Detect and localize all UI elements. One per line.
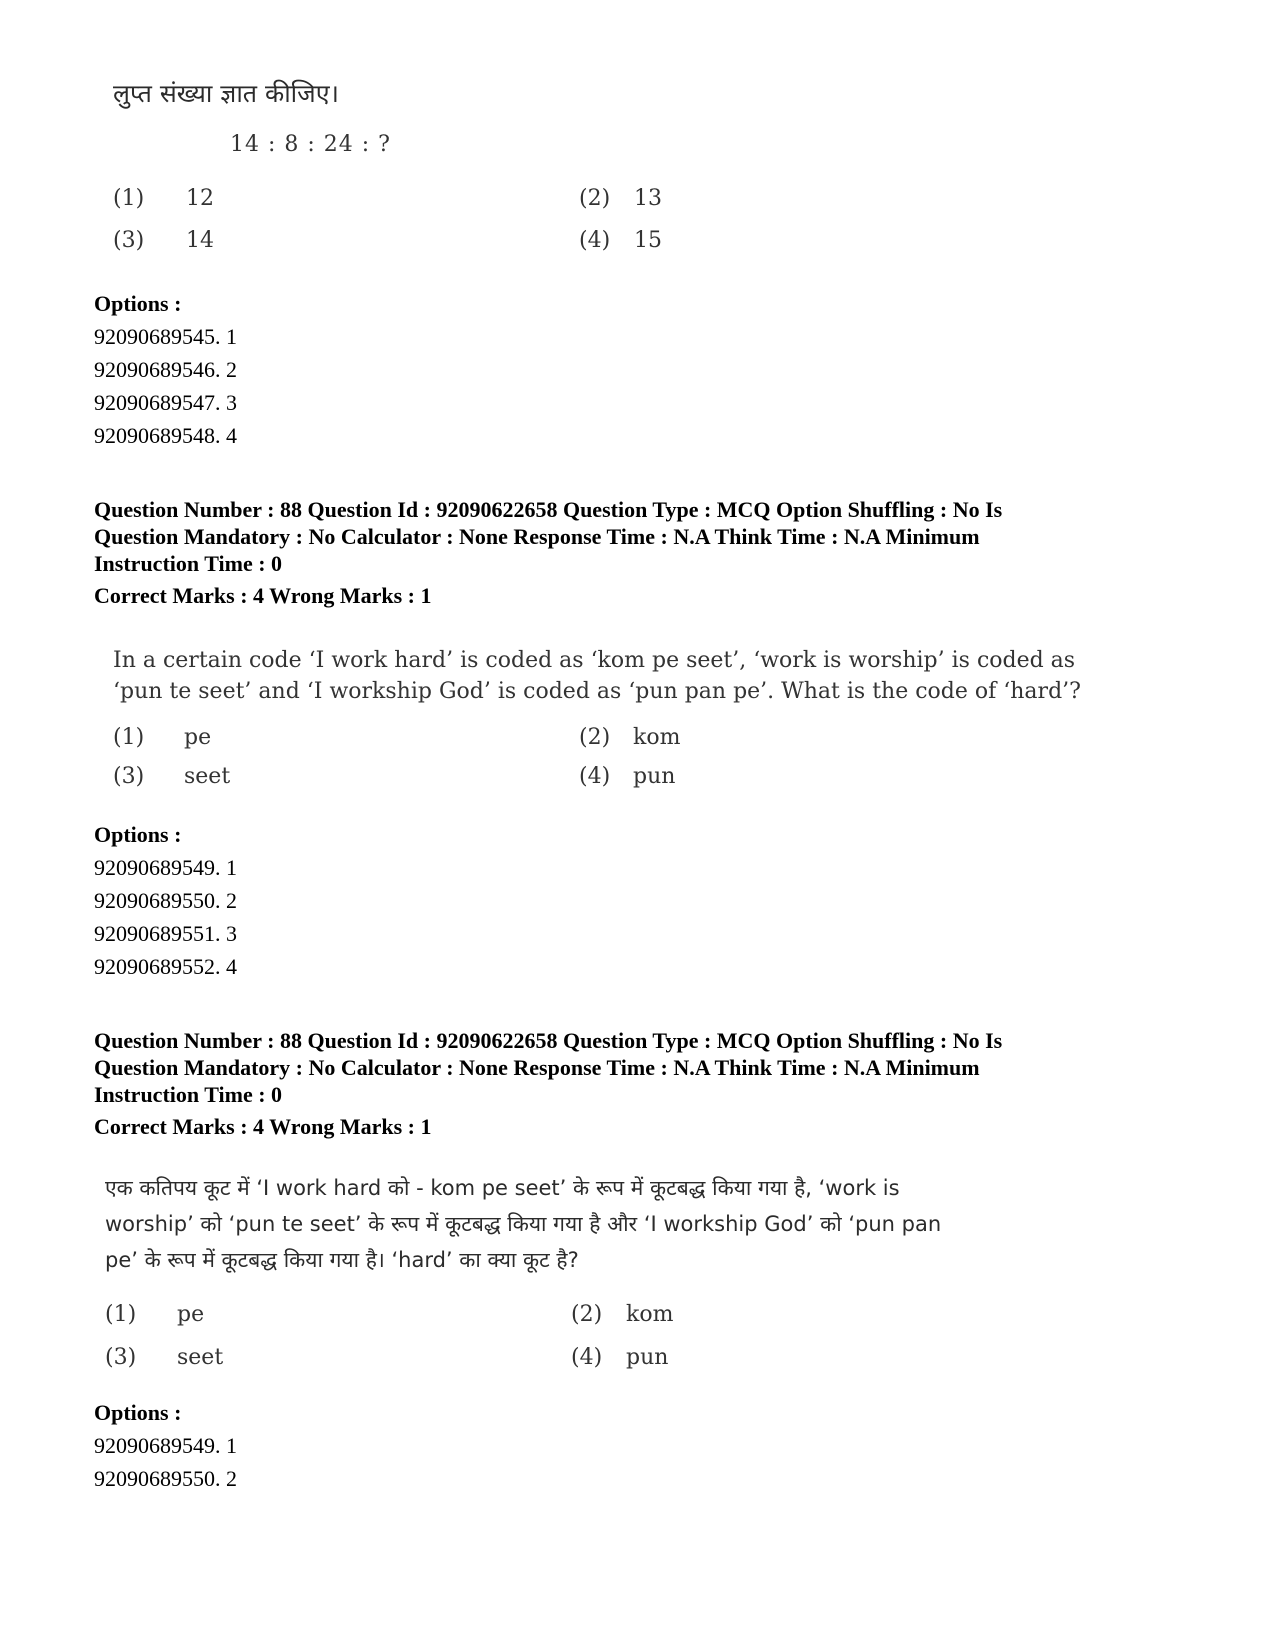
q88-en-meta [94,496,1244,577]
q87-choice-3-value: 14 [186,228,214,253]
q88-hi-choice-3-num: (3) [105,1345,137,1370]
q88-hi-meta [94,1027,1244,1108]
q87-choice-4-value: 15 [634,228,662,253]
q87-sequence: 14 : 8 : 24 : ? [230,132,391,157]
q87-choice-4-num: (4) [579,228,611,253]
option-id: 92090689550. 2 [94,1466,237,1491]
q88-en-choice-3-value: seet [184,764,231,789]
option-id: 92090689549. 1 [94,1433,237,1458]
q88-hi-stem-line2: worship’ को ‘pun te seet’ के रूप में कूटबद्ध किया गया है और ‘I workship God’ को ‘pun pan [105,1212,942,1236]
q88-en-options-list [94,851,237,983]
q88-hi-choice-1-value: pe [177,1302,205,1327]
option-id: 92090689551. 3 [94,921,237,946]
q88-hi-choice-3-value: seet [177,1345,224,1370]
q87-choice-1-num: (1) [113,186,145,211]
q88-hi-meta-line2: Question Mandatory : No Calculator : None Response Time : N.A Think Time : N.A Minimum [94,1055,980,1080]
q88-hi-meta-line3: Instruction Time : 0 [94,1082,283,1107]
q87-choice-3-num: (3) [113,228,145,253]
q88-en-options-label: Options : [94,822,182,847]
q88-en-marks: Correct Marks : 4 Wrong Marks : 1 [94,583,432,608]
q88-hi-stem-line3: pe’ के रूप में कूटबद्ध किया गया है। ‘hard’ का क्या कूट है? [105,1248,579,1272]
q88-en-choice-4-value: pun [633,764,676,789]
q87-choice-1-value: 12 [186,186,214,211]
q88-hi-choice-2-value: kom [626,1302,674,1327]
q87-choice-2-value: 13 [634,186,662,211]
option-id: 92090689549. 1 [94,855,237,880]
q87-hindi-stem: लुप्त संख्या ज्ञात कीजिए। [113,79,339,108]
q88-hi-stem [105,1170,1245,1278]
q88-en-stem [113,645,1233,707]
q88-en-choice-4-num: (4) [579,764,611,789]
q88-en-choice-2-value: kom [633,725,681,750]
q88-en-choice-1-value: pe [184,725,212,750]
option-id: 92090689550. 2 [94,888,237,913]
q88-hi-choice-1-num: (1) [105,1302,137,1327]
q88-hi-choice-2-num: (2) [571,1302,603,1327]
q88-en-stem-line2: ‘pun te seet’ and ‘I workship God’ is coded as ‘pun pan pe’. What is the code of ‘hard’? [113,679,1081,704]
q88-hi-choice-4-num: (4) [571,1345,603,1370]
q88-en-stem-line1: In a certain code ‘I work hard’ is coded as ‘kom pe seet’, ‘work is worship’ is coded as [113,648,1076,673]
q88-hi-stem-line1: एक कतिपय कूट में ‘I work hard को - kom pe seet’ के रूप में कूटबद्ध किया गया है, ‘work is [105,1176,900,1200]
q88-en-meta-line2: Question Mandatory : No Calculator : None Response Time : N.A Think Time : N.A Minimum [94,524,980,549]
option-id: 92090689545. 1 [94,324,237,349]
q88-en-meta-line3: Instruction Time : 0 [94,551,283,576]
q88-hi-choice-4-value: pun [626,1345,669,1370]
option-id: 92090689548. 4 [94,423,237,448]
q88-hi-options-list [94,1429,237,1495]
option-id: 92090689547. 3 [94,390,237,415]
q88-hi-marks: Correct Marks : 4 Wrong Marks : 1 [94,1114,432,1139]
q87-options-list [94,320,237,452]
q87-options-label: Options : [94,291,182,316]
q88-en-choice-2-num: (2) [579,725,611,750]
q87-choice-2-num: (2) [579,186,611,211]
q88-hi-options-label: Options : [94,1400,182,1425]
q88-hi-meta-line1: Question Number : 88 Question Id : 92090622658 Question Type : MCQ Option Shuffling : No Is [94,1028,1003,1053]
q88-en-choice-1-num: (1) [113,725,145,750]
q88-en-choice-3-num: (3) [113,764,145,789]
option-id: 92090689552. 4 [94,954,237,979]
q88-en-meta-line1: Question Number : 88 Question Id : 92090622658 Question Type : MCQ Option Shuffling : No Is [94,497,1003,522]
option-id: 92090689546. 2 [94,357,237,382]
